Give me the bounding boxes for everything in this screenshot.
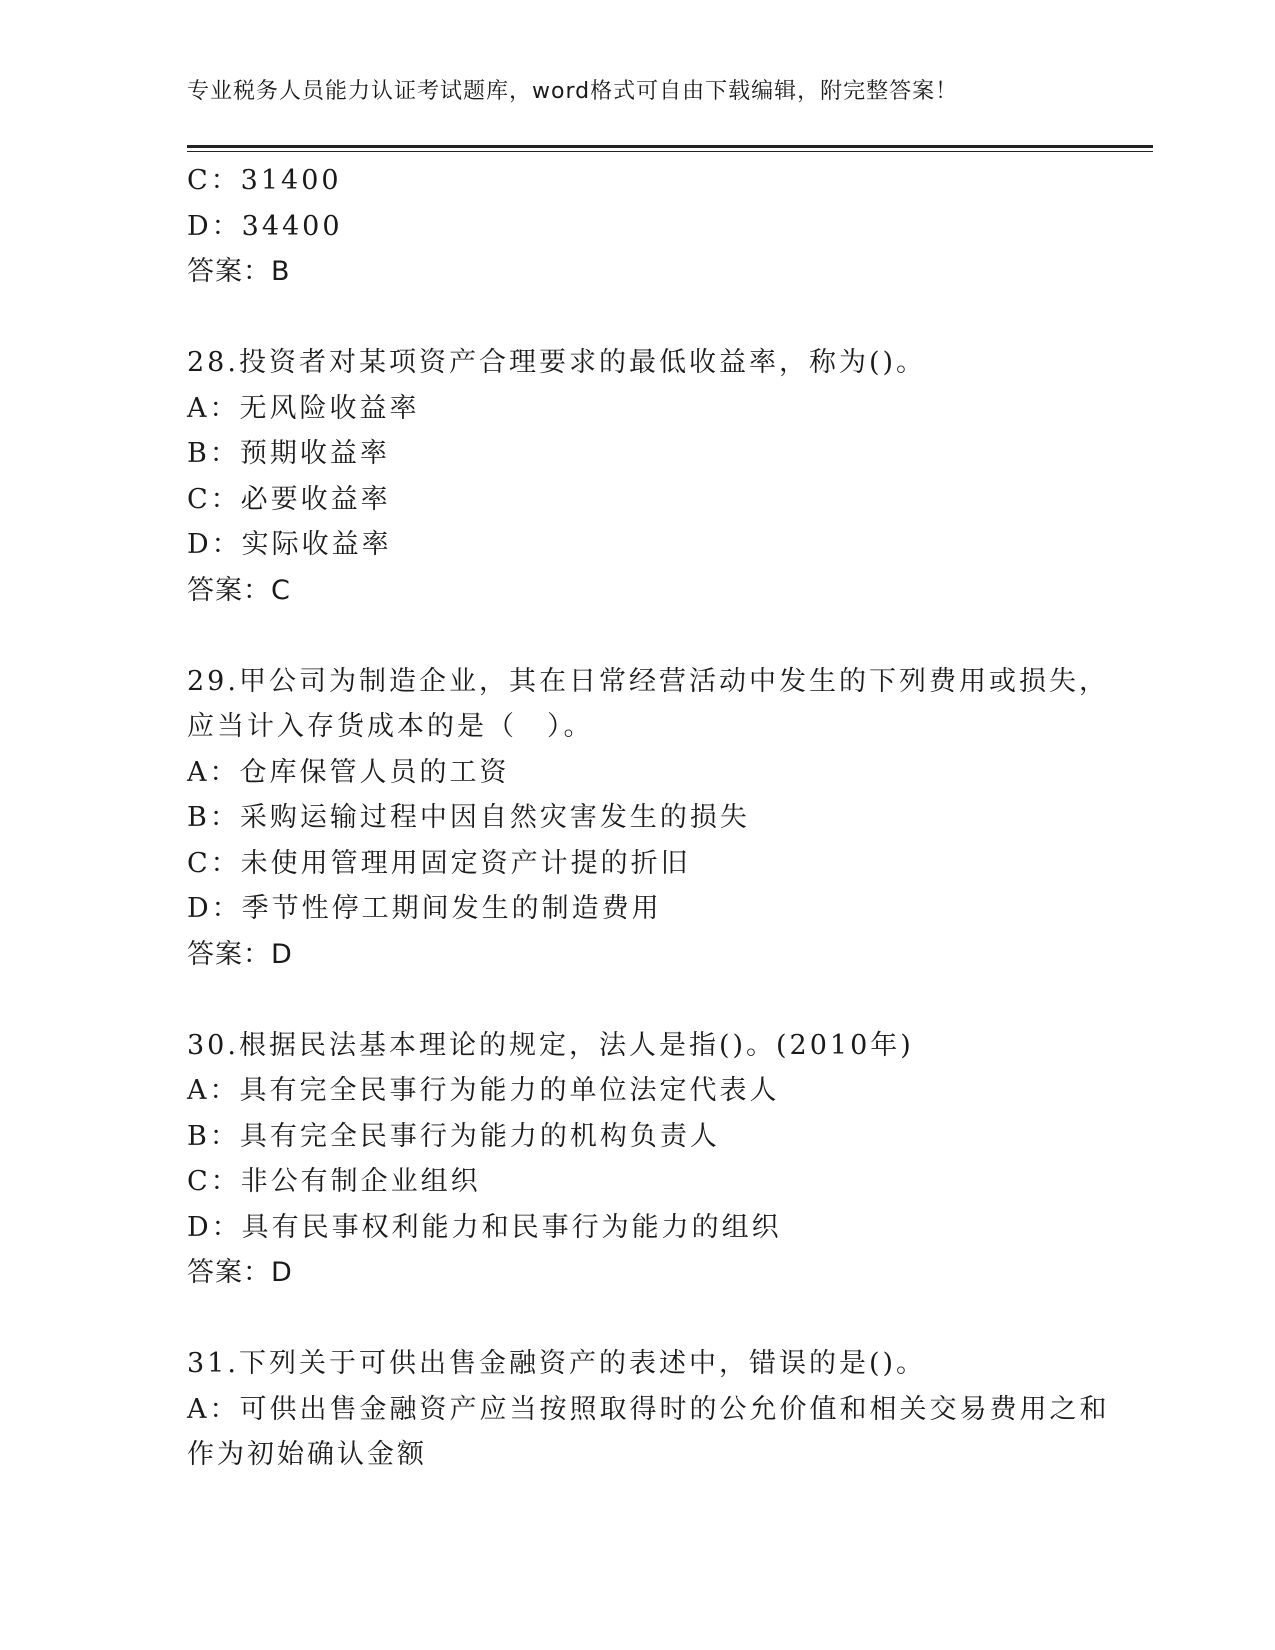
option-c: C：31400 bbox=[187, 165, 342, 196]
question-block bbox=[187, 1341, 1110, 1478]
header-rule bbox=[187, 145, 1153, 148]
question-stem: 28.投资者对某项资产合理要求的最低收益率，称为()。 bbox=[187, 347, 927, 378]
spacer bbox=[187, 1296, 1107, 1342]
question-stem: 30.根据民法基本理论的规定，法人是指()。(2010年) bbox=[187, 1029, 914, 1061]
option-b: B：采购运输过程中因自然灾害发生的损失 bbox=[187, 802, 750, 833]
question-stem: 29.甲公司为制造企业，其在日常经营活动中发生的下列费用或损失， bbox=[187, 665, 1109, 697]
question-block bbox=[187, 340, 1107, 613]
option-a-cont: 作为初始确认金额 bbox=[187, 1439, 427, 1470]
option-d: D：季节性停工期间发生的制造费用 bbox=[187, 893, 662, 924]
question-list bbox=[187, 158, 1110, 1478]
option-c: C：未使用管理用固定资产计提的折旧 bbox=[187, 847, 691, 879]
option-d: D：实际收益率 bbox=[187, 529, 392, 560]
spacer bbox=[187, 295, 1107, 341]
answer-line: 答案：D bbox=[187, 1257, 293, 1288]
option-a: A：无风险收益率 bbox=[187, 392, 420, 424]
answer-line: 答案：D bbox=[187, 938, 293, 970]
answer-line: 答案：B bbox=[187, 256, 291, 287]
question-block bbox=[187, 659, 1107, 978]
answer-line: 答案：C bbox=[187, 574, 291, 606]
question-block bbox=[187, 158, 1107, 295]
spacer bbox=[187, 977, 1107, 1023]
option-b: B：预期收益率 bbox=[187, 438, 390, 469]
page-header: 专业税务人员能力认证考试题库，word格式可自由下载编辑，附完整答案！ bbox=[187, 79, 959, 104]
option-c: C：必要收益率 bbox=[187, 483, 391, 515]
option-d: D：34400 bbox=[187, 210, 343, 242]
option-c: C：非公有制企业组织 bbox=[187, 1166, 481, 1197]
header-rule-thin bbox=[187, 151, 1153, 152]
spacer bbox=[187, 613, 1107, 659]
option-a: A：可供出售金融资产应当按照取得时的公允价值和相关交易费用之和 bbox=[187, 1393, 1110, 1425]
option-a: A：具有完全民事行为能力的单位法定代表人 bbox=[187, 1075, 780, 1106]
option-a: A：仓库保管人员的工资 bbox=[187, 756, 510, 788]
question-block bbox=[187, 1023, 1107, 1296]
question-stem: 31.下列关于可供出售金融资产的表述中，错误的是()。 bbox=[187, 1348, 927, 1379]
question-stem-cont: 应当计入存货成本的是（ ）。 bbox=[187, 711, 594, 742]
option-d: D：具有民事权利能力和民事行为能力的组织 bbox=[187, 1211, 782, 1243]
option-b: B：具有完全民事行为能力的机构负责人 bbox=[187, 1120, 720, 1152]
